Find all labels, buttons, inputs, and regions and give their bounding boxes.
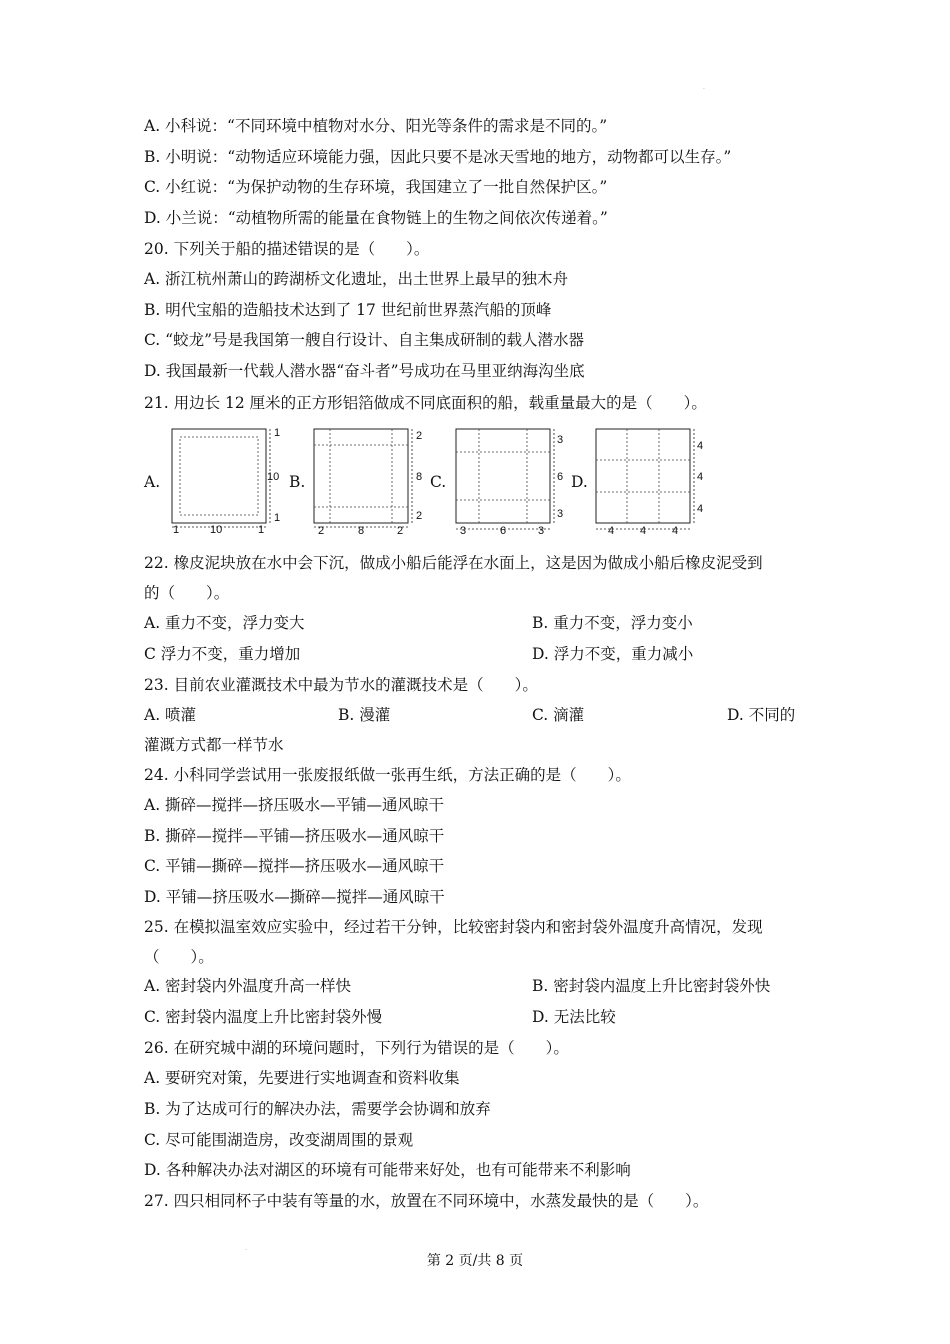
q19-option-c: C. 小红说：“为保护动物的生存环境，我国建立了一批自然保护区。” [144,178,608,196]
q21-label-b: B. [289,473,306,491]
q19-option-a: A. 小科说：“不同环境中植物对水分、阳光等条件的需求是不同的。” [144,117,608,135]
fig-c-side-top: 3 [557,434,564,446]
fig-b-bottom-left: 2 [318,525,325,537]
q24-option-c: C. 平铺—撕碎—搅拌—挤压吸水—通风晾干 [144,857,445,875]
q22-option-a: A. 重力不变，浮力变大 [144,614,305,632]
q23-option-c: C. 滴灌 [532,706,585,724]
q19-option-b: B. 小明说：“动物适应环境能力强，因此只要不是冰天雪地的地方，动物都可以生存。” [144,148,732,166]
q23-option-a: A. 喷灌 [144,706,197,724]
q21-label-c: C. [430,473,447,491]
q26-option-a: A. 要研究对策，先要进行实地调查和资料收集 [144,1069,460,1087]
fig-b-bottom-mid: 8 [358,525,365,537]
q20-option-d: D. 我国最新一代载人潜水器“奋斗者”号成功在马里亚纳海沟坐底 [144,362,585,380]
fig-d-bottom-left: 4 [608,525,615,537]
fig-a-bottom-left: 1 [173,524,180,536]
fig-d-side-top: 4 [697,440,704,452]
q21-label-a: A. [144,473,161,491]
q21-figure-c [454,425,574,541]
q24-option-a: A. 撕碎—搅拌—挤压吸水—平铺—通风晾干 [144,796,445,814]
q25-option-c: C. 密封袋内温度上升比密封袋外慢 [144,1008,383,1026]
q25-stem-line2: （ ）。 [144,948,214,966]
q22-option-d: D. 浮力不变，重力减小 [532,645,694,663]
q22-option-b: B. 重力不变，浮力变小 [532,614,693,632]
q26-option-b: B. 为了达成可行的解决办法，需要学会协调和放弃 [144,1100,491,1118]
q20-option-a: A. 浙江杭州萧山的跨湖桥文化遗址，出土世界上最早的独木舟 [144,270,569,288]
fig-b-side-top: 2 [416,430,423,442]
fig-a-side-top: 1 [274,427,281,439]
q19-option-d: D. 小兰说：“动植物所需的能量在食物链上的生物之间依次传递着。” [144,209,608,227]
fig-a-bottom-right: 1 [258,524,265,536]
scan-dot: · [703,86,705,93]
q25-option-a: A. 密封袋内外温度升高一样快 [144,977,352,995]
fig-c-bottom-right: 3 [538,525,545,537]
fig-c-bottom-mid: 6 [500,525,507,537]
fig-b-bottom-right: 2 [397,525,404,537]
q25-stem-line1: 25. 在模拟温室效应实验中，经过若干分钟，比较密封袋内和密封袋外温度升高情况，发现 [144,918,763,936]
q21-figure-b [312,425,432,541]
q22-stem-line2: 的（ ）。 [144,584,230,602]
fig-d-side-bottom: 4 [697,503,704,515]
q20-stem: 20. 下列关于船的描述错误的是（ ）。 [144,240,430,258]
fig-d-side-mid: 4 [697,471,704,483]
q21-figure-d [594,425,714,541]
q23-option-b: B. 漫灌 [338,706,391,724]
q23-option-d-part2: 灌溉方式都一样节水 [144,736,284,754]
fig-c-bottom-left: 3 [460,525,467,537]
q23-stem: 23. 目前农业灌溉技术中最为节水的灌溉技术是（ ）。 [144,676,538,694]
q21-figure-a [170,425,290,541]
q25-option-b: B. 密封袋内温度上升比密封袋外快 [532,977,771,995]
q22-option-c: C 浮力不变，重力增加 [144,645,301,663]
q24-option-b: B. 撕碎—搅拌—平铺—挤压吸水—通风晾干 [144,827,445,845]
q23-option-d-part1: D. 不同的 [727,706,796,724]
q21-figures [144,425,824,537]
q27-stem: 27. 四只相同杯子中装有等量的水，放置在不同环境中，水蒸发最快的是（ ）。 [144,1192,709,1210]
q25-option-d: D. 无法比较 [532,1008,616,1026]
q26-option-c: C. 尽可能围湖造房，改变湖周围的景观 [144,1131,414,1149]
q22-stem-line1: 22. 橡皮泥块放在水中会下沉，做成小船后能浮在水面上，这是因为做成小船后橡皮泥受到 [144,554,763,572]
fig-b-side-bottom: 2 [416,510,423,522]
q20-option-c: C. “蛟龙”号是我国第一艘自行设计、自主集成研制的载人潜水器 [144,331,585,349]
q20-option-b: B. 明代宝船的造船技术达到了 17 世纪前世界蒸汽船的顶峰 [144,301,552,319]
q26-stem: 26. 在研究城中湖的环境问题时，下列行为错误的是（ ）。 [144,1039,569,1057]
fig-c-side-bottom: 3 [557,508,564,520]
fig-b-side-mid: 8 [416,471,423,483]
q21-stem: 21. 用边长 12 厘米的正方形铝箔做成不同底面积的船，载重量最大的是（ ）。 [144,394,707,412]
fig-a-bottom-mid: 10 [210,524,223,536]
q21-label-d: D. [571,473,588,491]
q24-stem: 24. 小科同学尝试用一张废报纸做一张再生纸，方法正确的是（ ）。 [144,766,631,784]
fig-d-bottom-right: 4 [672,525,679,537]
fig-d-bottom-mid: 4 [640,525,647,537]
fig-a-side-bottom: 1 [274,512,281,524]
scan-dot: · [245,1247,247,1254]
fig-a-side-mid: 10 [267,471,280,483]
fig-c-side-mid: 6 [557,471,564,483]
q24-option-d: D. 平铺—挤压吸水—撕碎—搅拌—通风晾干 [144,888,445,906]
page-footer: 第 2 页/共 8 页 [426,1253,524,1269]
q26-option-d: D. 各种解决办法对湖区的环境有可能带来好处，也有可能带来不利影响 [144,1161,631,1179]
